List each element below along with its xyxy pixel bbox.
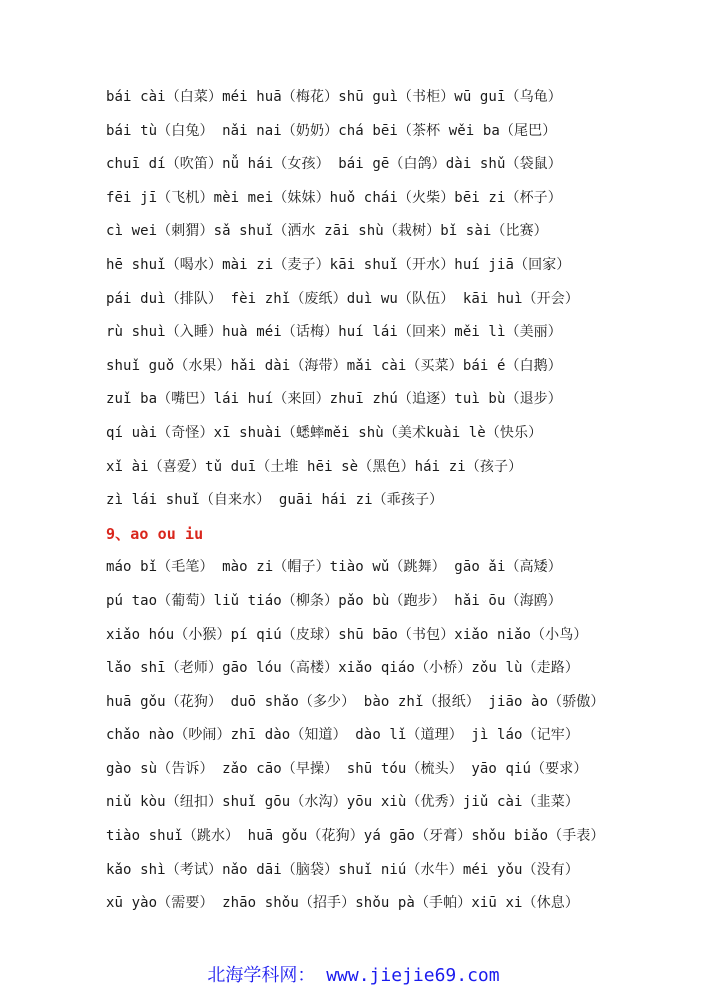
pinyin-line: bái cài（白菜）méi huā（梅花）shū guì（书柜）wū guī（乌龟） xyxy=(106,89,562,105)
pinyin-line: qí uài（奇怪）xī shuài（蟋蟀měi shù（美术kuài lè（快乐） xyxy=(106,424,543,441)
footer-website: 北海学科网： www.jiejie69.com xyxy=(207,965,500,986)
pinyin-line: cì wei（刺猬）sǎ shuǐ（洒水 zāi shù（栽树）bǐ sài（比赛） xyxy=(106,223,548,240)
pinyin-line: xū yào（需要） zhāo shǒu（招手）shǒu pà（手帕）xiū xi（休息） xyxy=(106,895,579,912)
pinyin-line: lǎo shī（老师）gāo lóu（高楼）xiǎo qiáo（小桥）zǒu lù（走路） xyxy=(106,660,579,677)
pinyin-line: hē shuǐ（喝水）mài zi（麦子）kāi shuǐ（开水）huí jiā（回家） xyxy=(106,256,571,273)
pinyin-line: máo bǐ（毛笔） mào zi（帽子）tiào wǔ（跳舞） gāo ǎi（高矮） xyxy=(106,559,562,576)
pinyin-line: xiǎo hóu（小猴）pí qiú（皮球）shū bāo（书包）xiǎo niǎo（小鸟） xyxy=(106,626,588,643)
pinyin-line: pú tao（葡萄）liǔ tiáo（柳条）pǎo bù（跑步） hǎi ōu（海鸥） xyxy=(106,592,562,609)
pinyin-line: niǔ kòu（纽扣）shuǐ gōu（水沟）yōu xiù（优秀）jiǔ cài（韭菜） xyxy=(106,794,579,811)
pinyin-line: gào sù（告诉） zǎo cāo（早操） shū tóu（梳头） yāo qiú（要求） xyxy=(106,760,588,777)
section-heading: 9、ao ou iu xyxy=(106,524,204,543)
pinyin-line: kǎo shì（考试）nǎo dāi（脑袋）shuǐ niú（水牛）méi yǒu（没有） xyxy=(106,861,579,878)
pinyin-line: bái tù（白兔） nǎi nai（奶奶）chá bēi（茶杯 wěi ba（尾巴） xyxy=(106,122,557,139)
pinyin-line: fēi jī（飞机）mèi mei（妹妹）huǒ chái（火柴）bēi zi（杯子） xyxy=(106,189,562,206)
pinyin-line: rù shuì（入睡）huà méi（话梅）huí lái（回来）měi lì（美丽） xyxy=(106,324,562,341)
pinyin-line: zì lái shuǐ（自来水） guāi hái zi（乖孩子） xyxy=(106,492,444,509)
pinyin-line: chuī dí（吹笛）nǚ hái（女孩） bái gē（白鸽）dài shǔ（袋鼠） xyxy=(106,156,562,173)
pinyin-line: xǐ ài（喜爱）tǔ duī（土堆 hēi sè（黑色）hái zi（孩子） xyxy=(106,458,523,475)
vocabulary-list xyxy=(106,84,696,924)
pinyin-line: pái duì（排队） fèi zhǐ（废纸）duì wu（队伍） kāi huì（开会） xyxy=(106,290,579,307)
pinyin-line: chǎo nào（吵闹）zhī dào（知道） dào lǐ（道理） jì láo（记牢） xyxy=(106,727,579,744)
pinyin-line: tiào shuǐ（跳水） huā gǒu（花狗）yá gāo（牙膏）shǒu biǎo（手表） xyxy=(106,828,605,845)
pinyin-line: shuǐ guǒ（水果）hǎi dài（海带）mǎi cài（买菜）bái é（白鹅） xyxy=(106,357,562,374)
pinyin-line: huā gǒu（花狗） duō shǎo（多少） bào zhǐ（报纸） jiāo ào（骄傲） xyxy=(106,693,605,710)
pinyin-line: zuǐ ba（嘴巴）lái huí（来回）zhuī zhú（追逐）tuì bù（退步） xyxy=(106,391,562,408)
